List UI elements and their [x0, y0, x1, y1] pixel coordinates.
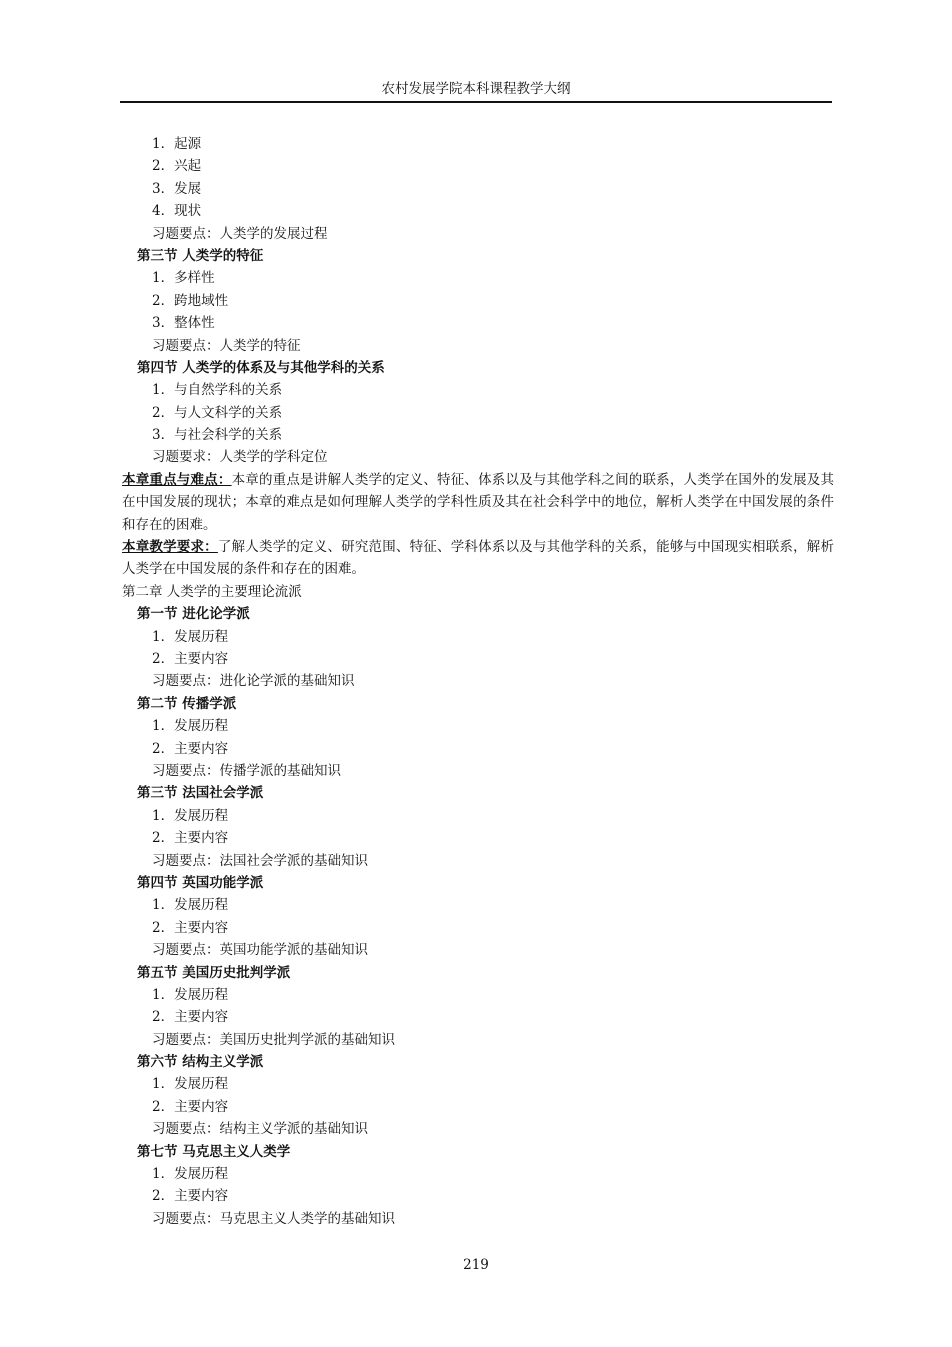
page-number: 219: [463, 1257, 489, 1273]
exercise-note: 习题要点：法国社会学派的基础知识: [152, 852, 368, 869]
page-header-title: 农村发展学院本科课程教学大纲: [381, 81, 571, 97]
exercise-note: 习题要点：进化论学派的基础知识: [152, 673, 355, 690]
list-item: 1．与自然学科的关系: [152, 382, 283, 399]
exercise-note: 习题要点：人类学的特征: [152, 337, 301, 354]
list-item: 2．主要内容: [152, 919, 229, 936]
list-item: 4．现状: [152, 203, 202, 220]
chapter-focus-paragraph: [122, 469, 834, 536]
list-item: 2．与人文科学的关系: [152, 404, 283, 421]
section-heading: 第四节 人类学的体系及与其他学科的关系: [137, 359, 385, 376]
document-body: [122, 133, 834, 1230]
list-item: 2．兴起: [152, 158, 202, 175]
list-item: 1．发展历程: [152, 897, 229, 914]
list-item: 2．主要内容: [152, 1009, 229, 1026]
exercise-note: 习题要点：马克思主义人类学的基础知识: [152, 1210, 395, 1227]
list-item: 1．多样性: [152, 270, 215, 287]
header-divider: [120, 101, 832, 103]
exercise-note: 习题要点：结构主义学派的基础知识: [152, 1121, 368, 1138]
section-heading: 第三节 法国社会学派: [137, 785, 264, 802]
list-item: 1．发展历程: [152, 718, 229, 735]
exercise-note: 习题要点：传播学派的基础知识: [152, 763, 341, 780]
chapter-requirement-label: 本章教学要求：: [122, 539, 218, 556]
exercise-note: 习题要求：人类学的学科定位: [152, 449, 328, 466]
list-item: 1．发展历程: [152, 628, 229, 645]
chapter-heading: 第二章 人类学的主要理论流派: [122, 583, 302, 600]
list-item: 3．发展: [152, 180, 202, 197]
list-item: 2．主要内容: [152, 651, 229, 668]
list-item: 2．主要内容: [152, 830, 229, 847]
section-heading: 第一节 进化论学派: [137, 606, 250, 623]
chapter-focus-text: 本章的重点是讲解人类学的定义、特征、体系以及与其他学科之间的联系，人类学在国外的发展及其在中国发展的现状；本章的难点是如何理解人类学的学科性质及其在社会科学中的地位，解析人类学在中国发展的条件和存在的困难。: [122, 471, 835, 533]
list-item: 3．整体性: [152, 315, 215, 332]
exercise-note: 习题要点：人类学的发展过程: [152, 225, 328, 242]
section-heading: 第六节 结构主义学派: [137, 1054, 264, 1071]
list-item: 1．发展历程: [152, 1076, 229, 1093]
list-item: 1．发展历程: [152, 986, 229, 1003]
section-heading: 第四节 英国功能学派: [137, 874, 264, 891]
chapter-requirement-paragraph: [122, 536, 834, 581]
section-heading: 第二节 传播学派: [137, 695, 237, 712]
exercise-note: 习题要点：英国功能学派的基础知识: [152, 942, 368, 959]
list-item: 2．主要内容: [152, 740, 229, 757]
list-item: 2．主要内容: [152, 1188, 229, 1205]
list-item: 3．与社会科学的关系: [152, 427, 283, 444]
exercise-note: 习题要点：美国历史批判学派的基础知识: [152, 1031, 395, 1048]
section-heading: 第五节 美国历史批判学派: [137, 964, 291, 981]
list-item: 1．发展历程: [152, 807, 229, 824]
chapter-focus-label: 本章重点与难点：: [122, 471, 232, 488]
section-heading: 第三节 人类学的特征: [137, 247, 264, 264]
list-item: 2．跨地域性: [152, 292, 229, 309]
chapter-requirement-text: 了解人类学的定义、研究范围、特征、学科体系以及与其他学科的关系，能够与中国现实相联系，解析人类学在中国发展的条件和存在的困难。: [122, 539, 835, 578]
list-item: 1．发展历程: [152, 1166, 229, 1183]
section-heading: 第七节 马克思主义人类学: [137, 1143, 291, 1160]
list-item: 2．主要内容: [152, 1098, 229, 1115]
list-item: 1．起源: [152, 136, 202, 152]
